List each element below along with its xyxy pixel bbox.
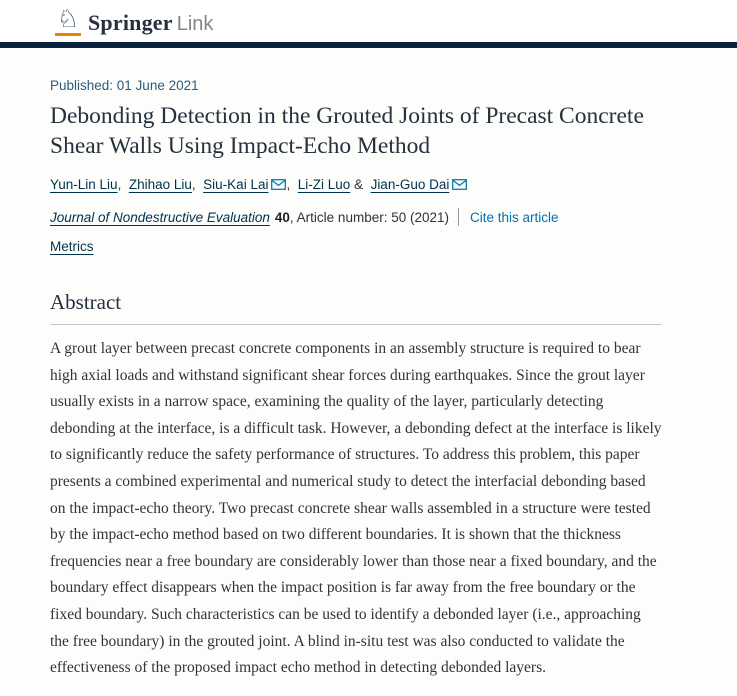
cite-this-article-link[interactable]: Cite this article bbox=[470, 209, 559, 225]
article-title: Debonding Detection in the Grouted Joints of Precast Concrete Shear Walls Using Impact-Echo Method bbox=[50, 103, 644, 159]
metrics-row bbox=[50, 239, 680, 254]
vertical-divider bbox=[458, 208, 459, 226]
author-item bbox=[50, 177, 125, 192]
author-item bbox=[203, 177, 294, 192]
brand-link: Link bbox=[176, 12, 214, 35]
abstract-divider bbox=[50, 324, 662, 325]
journal-volume: 40 bbox=[274, 209, 290, 225]
author-link[interactable]: Jian-Guo Dai bbox=[370, 177, 450, 192]
author-link[interactable]: Li-Zi Luo bbox=[297, 177, 351, 192]
journal-line bbox=[50, 208, 680, 226]
metrics-link[interactable]: Metrics bbox=[50, 239, 94, 254]
springerlink-logo[interactable] bbox=[55, 4, 214, 36]
author-item bbox=[371, 177, 468, 192]
journal-link[interactable]: Journal of Nondestructive Evaluation bbox=[50, 209, 270, 225]
brand-springer: Springer bbox=[88, 9, 173, 35]
author-item bbox=[298, 177, 367, 192]
author-item bbox=[129, 177, 200, 192]
abstract-heading: Abstract bbox=[50, 290, 122, 314]
site-header bbox=[0, 0, 737, 42]
logo-orange-underline bbox=[55, 33, 81, 36]
horse-glyph: ♘ bbox=[56, 4, 80, 33]
author-link[interactable]: Siu-Kai Lai bbox=[203, 177, 269, 192]
author-separator: , bbox=[191, 177, 200, 192]
abstract-section bbox=[50, 290, 662, 682]
author-link[interactable]: Zhihao Liu bbox=[128, 177, 192, 192]
email-icon[interactable] bbox=[452, 178, 467, 193]
springer-horse-icon bbox=[55, 4, 81, 36]
author-separator: , bbox=[286, 177, 294, 192]
published-date: Published: 01 June 2021 bbox=[50, 78, 199, 93]
article-number: , Article number: 50 (2021) bbox=[289, 209, 450, 225]
authors-line bbox=[50, 177, 680, 193]
abstract-text: A grout layer between precast concrete components in an assembly structure is required to bear high axial loads and withstand significant shear forces during earthquakes. Since the grout layer usually exists in a narrow space, examining the quality of the layer, particularly detecting debonding at the interface, is a difficult task. However, a debonding defect at the interface is likely to significantly reduce the safety performance of structures. To address this problem, this paper presents a combined experimental and numerical study to detect the interfacial debonding based on the impact-echo theory. Two precast concrete shear walls assembled in a structure were tested by the impact-echo method based on two different boundaries. It is shown that the thickness frequencies near a free boundary are considerably lower than those near a fixed boundary, and the boundary effect disappears when the impact position is far away from the free boundary or the fixed boundary. Such characteristics can be used to identify a debonded layer (i.e., approaching the free boundary) in the grouted joint. A blind in-situ test was also conducted to validate the effectiveness of the proposed impact echo method in detecting debonded layers. bbox=[50, 340, 662, 677]
article-content bbox=[0, 48, 680, 682]
email-icon[interactable] bbox=[271, 178, 286, 193]
author-separator: , bbox=[117, 177, 126, 192]
author-link[interactable]: Yun-Lin Liu bbox=[50, 177, 118, 192]
author-separator: & bbox=[350, 177, 367, 192]
